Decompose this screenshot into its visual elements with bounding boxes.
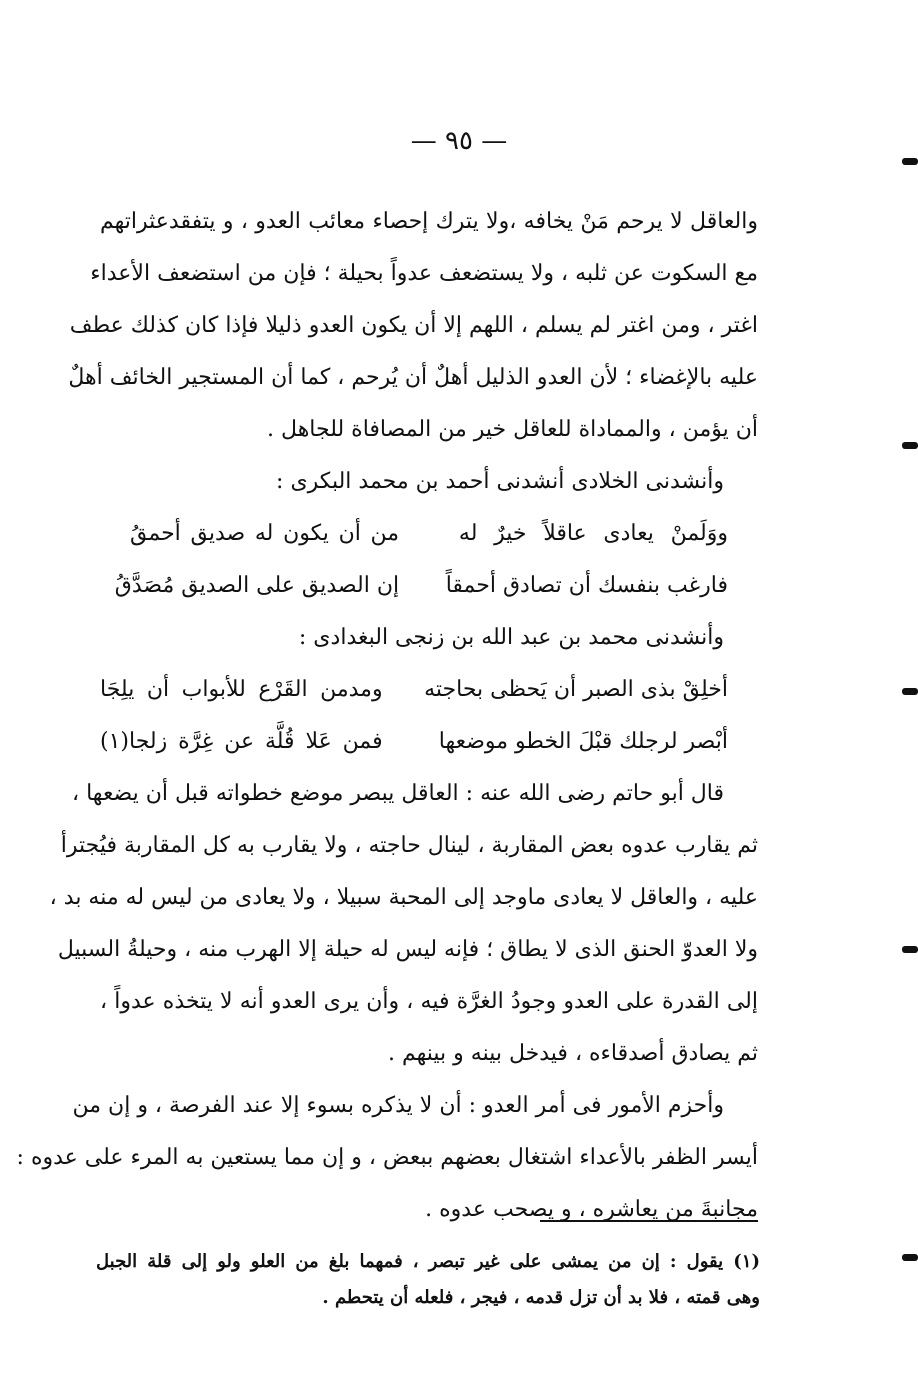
verse-line <box>100 560 758 612</box>
text-line: عليه ، والعاقل لا يعادى ماوجد إلى المحبة سبيلا ، ولا يعادى من ليس له منه بد ، <box>49 885 758 910</box>
text-line: ولا العدوّ الحنق الذى لا يطاق ؛ فإنه ليس له حيلة إلا الهرب منه ، وحيلةُ السبيل <box>57 937 758 962</box>
text-line: مع السكوت عن ثلبه ، ولا يستضعف عدواً بحيلة ؛ فإن من استضعف الأعداء <box>90 261 758 286</box>
verse-second-hemistich: ومدمن القَرْع للأبواب أن يلِجَا <box>100 677 383 702</box>
verse-second-hemistich: من أن يكون له صديق أحمقُ <box>130 521 400 546</box>
text-line: أيسر الظفر بالأعداء اشتغال بعضهم ببعض ، و إن مما يستعين به المرء على عدوه : <box>16 1145 758 1170</box>
scan-edge-mark <box>902 1254 918 1261</box>
text-line: اغتر ، ومن اغتر لم يسلم ، اللهم إلا أن يكون العدو ذليلا فإذا كان كذلك عطف <box>69 313 758 338</box>
main-text <box>16 196 758 1236</box>
scan-edge-mark <box>902 688 918 695</box>
scan-edge-mark <box>902 442 918 449</box>
verse-first-hemistich: فارغب بنفسك أن تصادق أحمقاً <box>445 573 728 598</box>
verse-line <box>100 716 758 768</box>
footnote-line: وهى قمته ، فلا بد أن تزل قدمه ، فيجر ، فلعله أن يتحطم . <box>322 1287 760 1308</box>
text-line: مجانبةَ من يعاشره ، و يصحب عدوه . <box>425 1197 758 1222</box>
verse-second-hemistich: إن الصديق على الصديق مُصَدَّقُ <box>114 573 400 598</box>
page-number: — ٩٥ — <box>410 126 508 156</box>
scan-edge-mark <box>902 946 918 953</box>
text-line: قال أبو حاتم رضى الله عنه : العاقل يبصر موضع خطواته قبل أن يضعها ، <box>72 781 724 806</box>
text-line: ثم يصادق أصدقاءه ، فيدخل بينه و بينهم . <box>388 1041 758 1066</box>
verse-line <box>100 508 758 560</box>
text-line: أن يؤمن ، والمماداة للعاقل خير من المصافاة للجاهل . <box>267 417 758 442</box>
text-line: ثم يقارب عدوه بعض المقاربة ، لينال حاجته ، ولا يقارب به كل المقاربة فيُجترأ <box>60 833 758 858</box>
verse-line <box>100 664 758 716</box>
text-line: عليه بالإغضاء ؛ لأن العدو الذليل أهلٌ أن يُرحم ، كما أن المستجير الخائف أهلٌ <box>68 365 758 390</box>
footnote-divider <box>540 1220 758 1222</box>
text-line: إلى القدرة على العدو وجودُ الغرَّة فيه ، وأن يرى العدو أنه لا يتخذه عدواً ، <box>100 989 758 1014</box>
footnote-line: (١) يقول : إن من يمشى على غير تبصر ، فمهما بلغ من العلو ولو إلى قلة الجبل <box>96 1251 760 1272</box>
text-line: وأحزم الأمور فى أمر العدو : أن لا يذكره بسوء إلا عند الفرصة ، و إن من <box>72 1093 724 1118</box>
text-line: والعاقل لا يرحم مَنْ يخافه ،ولا يترك إحصاء معائب العدو ، و يتفقدعثراتهم <box>100 209 758 234</box>
verse-second-hemistich: فمن عَلا قُلَّة عن غِرَّة زلجا(١) <box>100 729 383 754</box>
verse-first-hemistich: ووَلَمنْ يعادى عاقلاً خيرٌ له <box>458 521 728 546</box>
verse-intro: وأنشدنى محمد بن عبد الله بن زنجى البغدادى : <box>298 625 724 650</box>
verse-first-hemistich: أبْصر لرجلك قبْلَ الخطو موضعها <box>438 729 728 754</box>
verse-first-hemistich: أخلِقْ بذى الصبر أن يَحظى بحاجته <box>424 677 728 702</box>
scan-edge-mark <box>902 158 918 165</box>
verse-intro: وأنشدنى الخلادى أنشدنى أحمد بن محمد البكرى : <box>276 469 724 494</box>
footnotes <box>96 1244 760 1316</box>
